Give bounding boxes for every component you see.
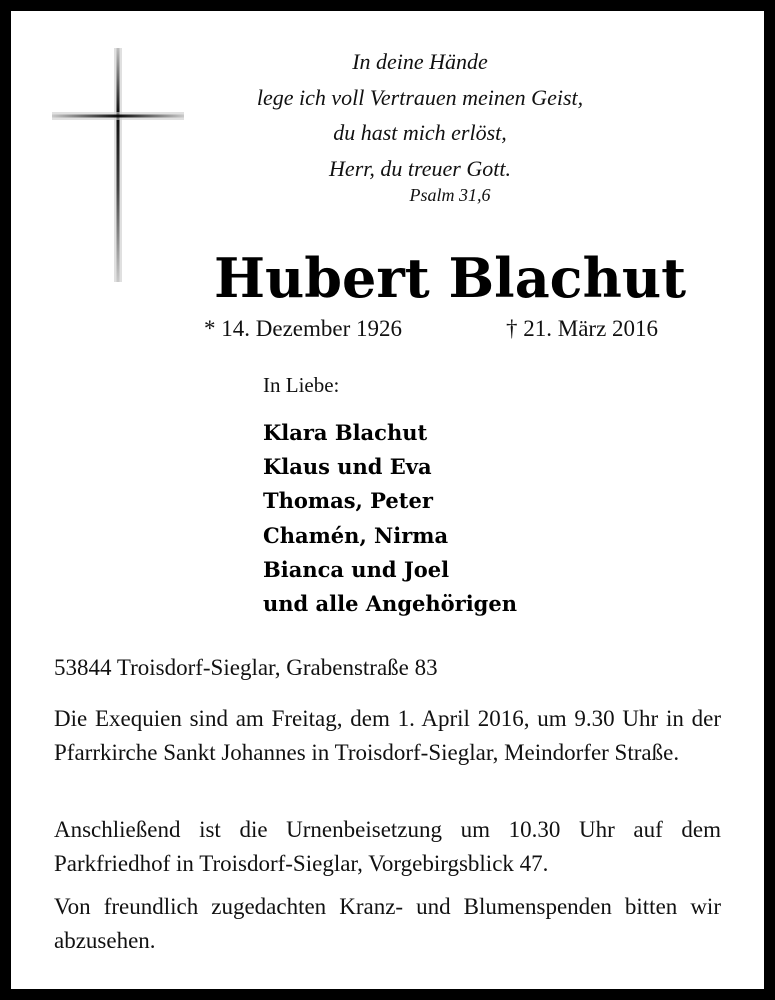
funeral-service-text: Die Exequien sind am Freitag, dem 1. April 2016, um 9.30 Uhr in der Pfarrkirche Sankt Johannes in Troisdorf-Sieglar, Meindorfer Straße. — [54, 706, 721, 765]
family-address: 53844 Troisdorf-Sieglar, Grabenstraße 83 — [54, 655, 438, 680]
mourner-name: Bianca und Joel — [263, 556, 450, 582]
mourner-name: Chamén, Nirma — [263, 522, 449, 548]
birth-date: * 14. Dezember 1926 — [204, 316, 402, 341]
burial-text: Anschließend ist die Urnenbeisetzung um 10.30 Uhr auf dem Parkfriedhof in Troisdorf-Sieglar, Vorgebirgsblick 47. — [54, 817, 721, 876]
mourner-name: Klaus und Eva — [263, 454, 432, 480]
verse-source: Psalm 31,6 — [409, 185, 491, 205]
verse-line: Herr, du treuer Gott. — [329, 155, 511, 181]
flowers-request-text: Von freundlich zugedachten Kranz- und Blumenspenden bitten wir abzusehen. — [54, 894, 721, 953]
death-date: † 21. März 2016 — [506, 316, 659, 341]
verse-line: du hast mich erlöst, — [333, 120, 507, 145]
mourners-list — [263, 416, 517, 621]
mourner-name: Thomas, Peter — [263, 488, 433, 514]
deceased-name: Hubert Blachut — [213, 246, 687, 310]
mourners-intro: In Liebe: — [263, 373, 340, 397]
mourner-name: und alle Angehörigen — [263, 591, 517, 617]
bible-verse — [230, 44, 610, 186]
cross-icon — [52, 48, 184, 282]
verse-line: lege ich voll Vertrauen meinen Geist, — [256, 84, 584, 110]
mourner-name: Klara Blachut — [263, 420, 428, 445]
verse-line: In deine Hände — [352, 49, 488, 74]
